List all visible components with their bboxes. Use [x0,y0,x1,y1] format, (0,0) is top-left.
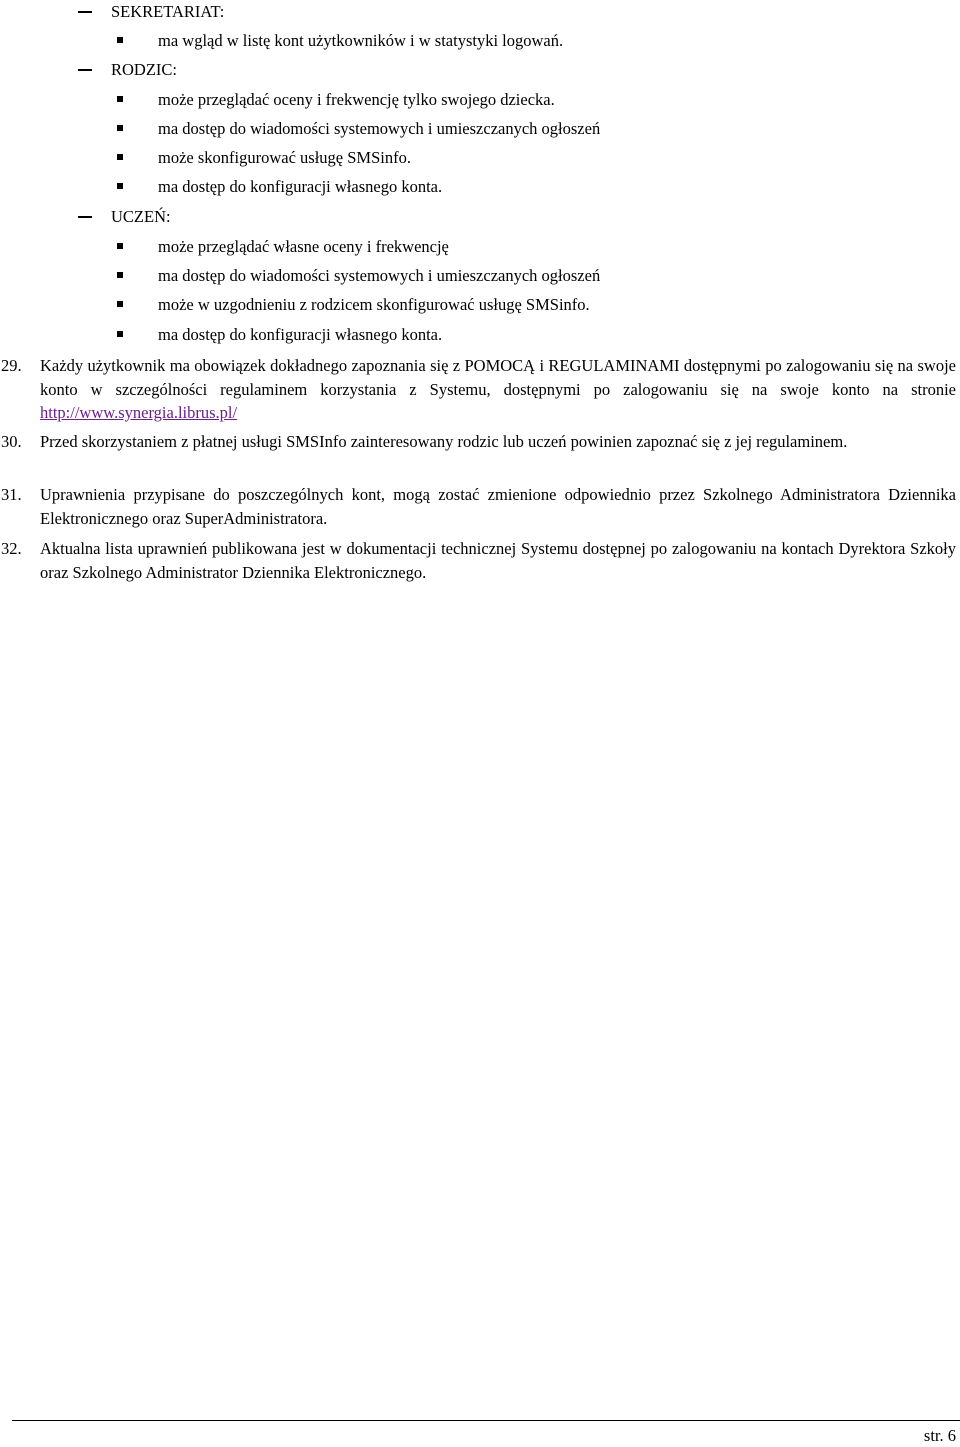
role-label: RODZIC: [111,60,177,79]
square-bullet-icon [117,183,123,189]
paragraph-number: 30. [1,432,22,451]
permission-text: może przeglądać własne oceny i frekwencję [158,237,449,256]
role-label: SEKRETARIAT: [111,2,225,21]
paragraph-text: Każdy użytkownik ma obowiązek dokładnego zapoznania się z POMOCĄ i REGULAMINAMI dostępnymi po zalogowaniu się na swoje konto w szczególności regulaminem korzystania z Systemu, dostępnymi po zalogowaniu się na swoje konto na stronie [40,356,956,399]
paragraph-number: 29. [1,356,22,375]
page-number: str. 6 [923,1426,956,1445]
paragraph-body: Aktualna lista uprawnień publikowana jest w dokumentacji technicznej Systemu dostępnej po zalogowaniu na kontach Dyrektora Szkoły oraz Szkolnego Administrator Dziennika Elektronicznego. [40,539,956,582]
paragraph-number: 32. [1,539,22,558]
paragraph-body: Uprawnienia przypisane do poszczególnych kont, mogą zostać zmienione odpowiednio przez Szkolnego Administratora Dziennika Elektronicznego oraz SuperAdministratora. [40,485,956,528]
square-bullet-icon [117,125,123,131]
permission-text: ma dostęp do wiadomości systemowych i umieszczanych ogłoszeń [158,266,601,285]
square-bullet-icon [117,272,123,278]
square-bullet-icon [117,243,123,249]
footer-divider [12,1420,960,1421]
permission-text: ma wgląd w listę kont użytkowników i w statystyki logowań. [158,31,564,50]
square-bullet-icon [117,331,123,337]
permission-text: może w uzgodnieniu z rodzicem skonfigurować usługę SMSinfo. [158,295,590,314]
paragraph-body [40,354,956,425]
permission-text: ma dostęp do konfiguracji własnego konta. [158,177,443,196]
librus-link[interactable]: http://www.synergia.librus.pl/ [40,403,238,422]
permission-text: ma dostęp do konfiguracji własnego konta. [158,325,443,344]
square-bullet-icon [117,154,123,160]
permission-text: może przeglądać oceny i frekwencję tylko swojego dziecka. [158,90,555,109]
role-label: UCZEŃ: [111,207,171,226]
permission-text: może skonfigurować usługę SMSinfo. [158,148,411,167]
paragraph-number: 31. [1,485,22,504]
dash-icon [78,216,92,218]
dash-icon [78,69,92,71]
paragraph-body: Przed skorzystaniem z płatnej usługi SMSInfo zainteresowany rodzic lub uczeń powinien zapoznać się z jej regulaminem. [40,432,848,451]
dash-icon [78,11,92,13]
permission-text: ma dostęp do wiadomości systemowych i umieszczanych ogłoszeń [158,119,601,138]
square-bullet-icon [117,96,123,102]
square-bullet-icon [117,37,123,43]
square-bullet-icon [117,301,123,307]
